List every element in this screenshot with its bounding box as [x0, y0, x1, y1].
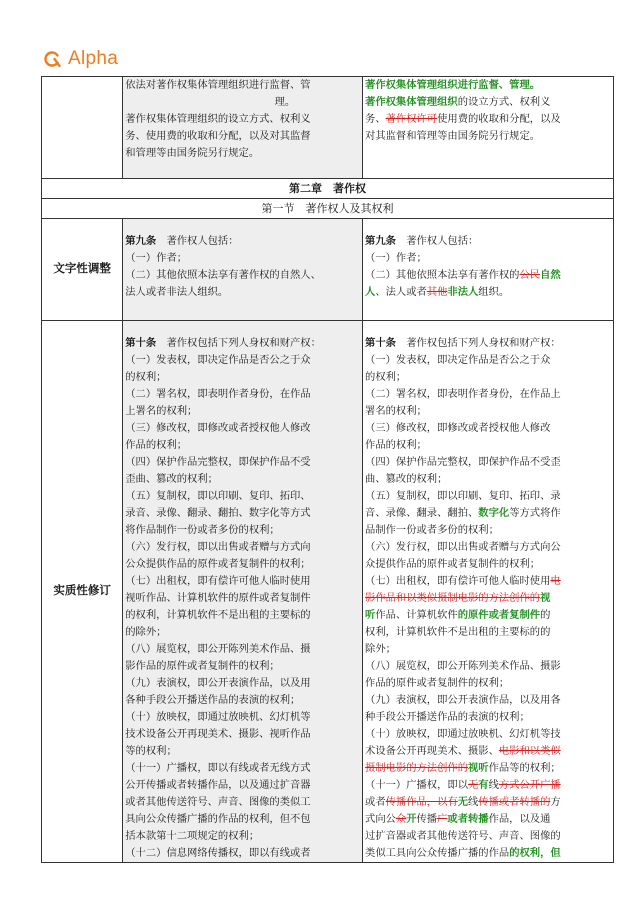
text-segment: 、法人或者	[375, 286, 427, 298]
added-text: 听	[365, 609, 376, 621]
text-line: 公众提供作品的原件或者复制件的权利；	[125, 558, 311, 570]
text-line: 和管理等由国务院另行规定。	[125, 147, 260, 159]
added-text: 开	[406, 813, 417, 825]
added-text: 数字化	[478, 507, 510, 519]
text-segment: 务、	[365, 113, 386, 125]
text-line: 品制作一份或者多份的权利；	[365, 524, 499, 536]
deleted-text: 传播或者转播的	[478, 796, 551, 808]
section-row	[42, 199, 614, 219]
table-row	[42, 219, 614, 321]
text-segment: 组织。	[478, 286, 510, 298]
text-line: 影作品的原件或者复制件的权利；	[125, 660, 280, 672]
text-line: 著作权集体管理组织的设立方式、权利义	[125, 113, 311, 125]
text-segment: 传播	[416, 813, 438, 825]
text-segment: 著作权人包括：	[395, 235, 479, 247]
text-segment: 线	[488, 779, 499, 791]
text-line: （一）发表权，即决定作品是否公之于众	[125, 354, 311, 366]
brand-name: Alpha	[68, 48, 119, 69]
text-segment: 或者	[365, 796, 386, 808]
deleted-text: 其他	[426, 286, 448, 298]
text-line: （一）发表权，即决定作品是否公之于众	[365, 354, 551, 366]
comparison-table	[41, 76, 614, 863]
text-line: （八）展览权，即公开陈列美术作品、摄	[125, 643, 311, 655]
added-text: 视听	[468, 762, 489, 774]
old-text-cell	[123, 321, 363, 863]
deleted-text: 摄制电影的方法创作的	[365, 762, 468, 774]
text-segment: （七）出租权，即有偿许可他人临时使用	[365, 575, 551, 587]
text-segment: 线	[468, 796, 479, 808]
text-line: （十一）广播权，即以有线或者无线方式	[125, 762, 311, 774]
deleted-text: 传播作品，以有	[385, 796, 458, 808]
text-line: 的除外；	[125, 626, 167, 638]
category-label: 文字性调整	[42, 219, 123, 321]
text-line: 或者其他传送符号、声音、图像的类似工	[125, 796, 311, 808]
text-line: 的权利，计算机软件不是出租的主要标的	[125, 609, 311, 621]
deleted-text: 方式公开广播	[498, 779, 561, 791]
article-number: 第九条	[365, 235, 396, 247]
text-line: （三）修改权，即修改或者授权他人修改	[365, 422, 551, 434]
text-line: （六）发行权，即以出售或者赠与方式向	[125, 541, 311, 553]
text-segment: （十一）广播权，即以	[365, 779, 468, 791]
added-text: 无	[457, 796, 468, 808]
text-line: 的权利；	[365, 371, 407, 383]
added-text: 自然	[540, 269, 561, 281]
text-line: 对其监督和管理等由国务院另行规定。	[365, 130, 541, 142]
text-segment: （二）其他依照本法享有著作权的	[365, 269, 520, 281]
deleted-text: 电影和以类似	[498, 745, 561, 757]
text-line: 种手段公开播送作品的表演的权利；	[365, 711, 530, 723]
text-line: 理。	[274, 96, 296, 108]
added-text: 的原件或者复制件	[457, 609, 541, 621]
old-text-cell	[123, 77, 363, 179]
text-line: 权利，计算机软件不是出租的主要标的的	[365, 626, 551, 638]
text-segment: 音、录像、翻录、翻拍、	[365, 507, 479, 519]
text-line: 将作品制作一份或者多份的权利；	[125, 524, 280, 536]
table-row	[42, 321, 614, 863]
text-line: 具向公众传播广播的作品的权利，但不包	[125, 813, 311, 825]
table-row	[42, 77, 614, 179]
text-segment: 著作权人包括：	[156, 235, 239, 247]
category-label: 实质性修订	[42, 321, 123, 863]
added-text: 视	[540, 592, 551, 604]
text-segment: 著作权包括下列人身权和财产权：	[395, 337, 561, 349]
section-title: 第一节 著作权人及其权利	[42, 199, 614, 219]
text-line: 法人或者非法人组织。	[125, 286, 229, 298]
chapter-title: 第二章 著作权	[42, 179, 614, 199]
text-line: 录音、录像、翻录、翻拍、数字化等方式	[125, 507, 311, 519]
text-segment: 使用费的收取和分配，以及	[437, 113, 561, 125]
deleted-text: 无	[468, 779, 479, 791]
text-line: 曲、篡改的权利；	[365, 473, 448, 485]
deleted-text: 公民	[519, 269, 541, 281]
text-segment: 式向公	[365, 813, 396, 825]
text-line: （五）复制权，即以印刷、复印、拓印、录	[365, 490, 561, 502]
text-line: 过扩音器或者其他传送符号、声音、图像的	[365, 830, 561, 842]
text-line: （七）出租权，即有偿许可他人临时使用	[125, 575, 311, 587]
added-text: 有	[478, 779, 489, 791]
text-line: （一）作者；	[365, 252, 427, 264]
text-segment: 术设备公开再现美术、摄影、	[365, 745, 499, 757]
text-line: （五）复制权，即以印刷、复印、拓印、	[125, 490, 311, 502]
text-segment: 的设立方式、权利义	[457, 96, 551, 108]
category-cell	[42, 77, 123, 179]
text-line: （二）署名权，即表明作者身份，在作品	[125, 388, 311, 400]
deleted-text: 电	[550, 575, 561, 587]
text-line: 作品的原件或者复制件的权利；	[365, 677, 510, 689]
added-text: 著作权集体管理组织进行监督、管理。	[365, 79, 541, 91]
text-line: （八）展览权，即公开陈列美术作品、摄影	[365, 660, 561, 672]
added-text: 人	[365, 286, 376, 298]
new-text-cell	[363, 77, 614, 179]
text-line: 视听作品、计算机软件的原件或者复制件	[125, 592, 311, 604]
text-line: 作品的权利；	[125, 439, 188, 451]
text-segment: 作品，以及通	[488, 813, 551, 825]
text-line: （三）修改权，即修改或者授权他人修改	[125, 422, 311, 434]
deleted-text: 著作权许可	[385, 113, 438, 125]
article-body	[125, 352, 360, 862]
text-segment: 的	[540, 609, 551, 621]
text-line: （二）其他依照本法享有著作权的自然人、	[125, 269, 321, 281]
new-text-cell	[363, 219, 614, 321]
text-line: （九）表演权，即公开表演作品，以及用各	[365, 694, 561, 706]
text-segment: 类似工具向公众传播广播的作品	[365, 847, 510, 859]
text-segment: 作品、计算机软件	[375, 609, 458, 621]
text-line: 技术设备公开再现美术、摄影、视听作品	[125, 728, 311, 740]
text-line: 的权利；	[125, 371, 167, 383]
text-line: （四）保护作品完整权，即保护作品不受歪	[365, 456, 561, 468]
text-line: 务、使用费的收取和分配，以及对其监督	[125, 130, 311, 142]
text-line: 括本款第十二项规定的权利；	[125, 830, 260, 842]
new-text-cell	[363, 321, 614, 863]
chapter-row	[42, 179, 614, 199]
text-line: （一）作者；	[125, 252, 188, 264]
text-line: 歪曲、篡改的权利；	[125, 473, 218, 485]
text-segment: 等方式将作	[509, 507, 561, 519]
text-segment: 方	[550, 796, 561, 808]
text-line: 除外；	[365, 643, 396, 655]
alpha-logo-icon	[42, 49, 62, 69]
text-line: 署名的权利；	[365, 405, 427, 417]
added-text: 的权利，但	[509, 847, 561, 859]
text-line: （十二）信息网络传播权，即以有线或者	[125, 847, 311, 859]
text-line: （四）保护作品完整权，即保护作品不受	[125, 456, 311, 468]
added-text: 著作权集体管理组织	[365, 96, 458, 108]
text-line: 各种手段公开播送作品的表演的权利；	[125, 694, 301, 706]
old-text-cell	[123, 219, 363, 321]
text-segment: 作品等的权利；	[488, 762, 561, 774]
text-line: （十）放映权，即通过放映机、幻灯机等	[125, 711, 311, 723]
deleted-text: 影作品和以类似摄制电影的方法创作的	[365, 592, 541, 604]
text-line: 上署名的权利；	[125, 405, 198, 417]
deleted-text: 众	[395, 813, 407, 825]
deleted-text: 广	[437, 813, 448, 825]
text-line: 依法对著作权集体管理组织进行监督、管	[125, 79, 311, 91]
article-number: 第十条	[365, 337, 396, 349]
text-line: 等的权利；	[125, 745, 177, 757]
article-number: 第十条	[125, 337, 157, 349]
text-line: （十）放映权，即通过放映机、幻灯机等技	[365, 728, 561, 740]
text-line: 众提供作品的原件或者复制件的权利；	[365, 558, 541, 570]
text-line: 作品的权利；	[365, 439, 427, 451]
text-line: （二）署名权，即表明作者身份，在作品上	[365, 388, 561, 400]
text-line: （九）表演权，即公开表演作品，以及用	[125, 677, 311, 689]
article-number: 第九条	[125, 235, 157, 247]
added-text: 或者转播	[447, 813, 489, 825]
added-text: 非法人	[447, 286, 479, 298]
brand-logo	[42, 48, 118, 70]
text-line: （六）发行权，即以出售或者赠与方式向公	[365, 541, 561, 553]
text-segment: 著作权包括下列人身权和财产权：	[156, 337, 321, 349]
text-line: 公开传播或者转播作品，以及通过扩音器	[125, 779, 311, 791]
